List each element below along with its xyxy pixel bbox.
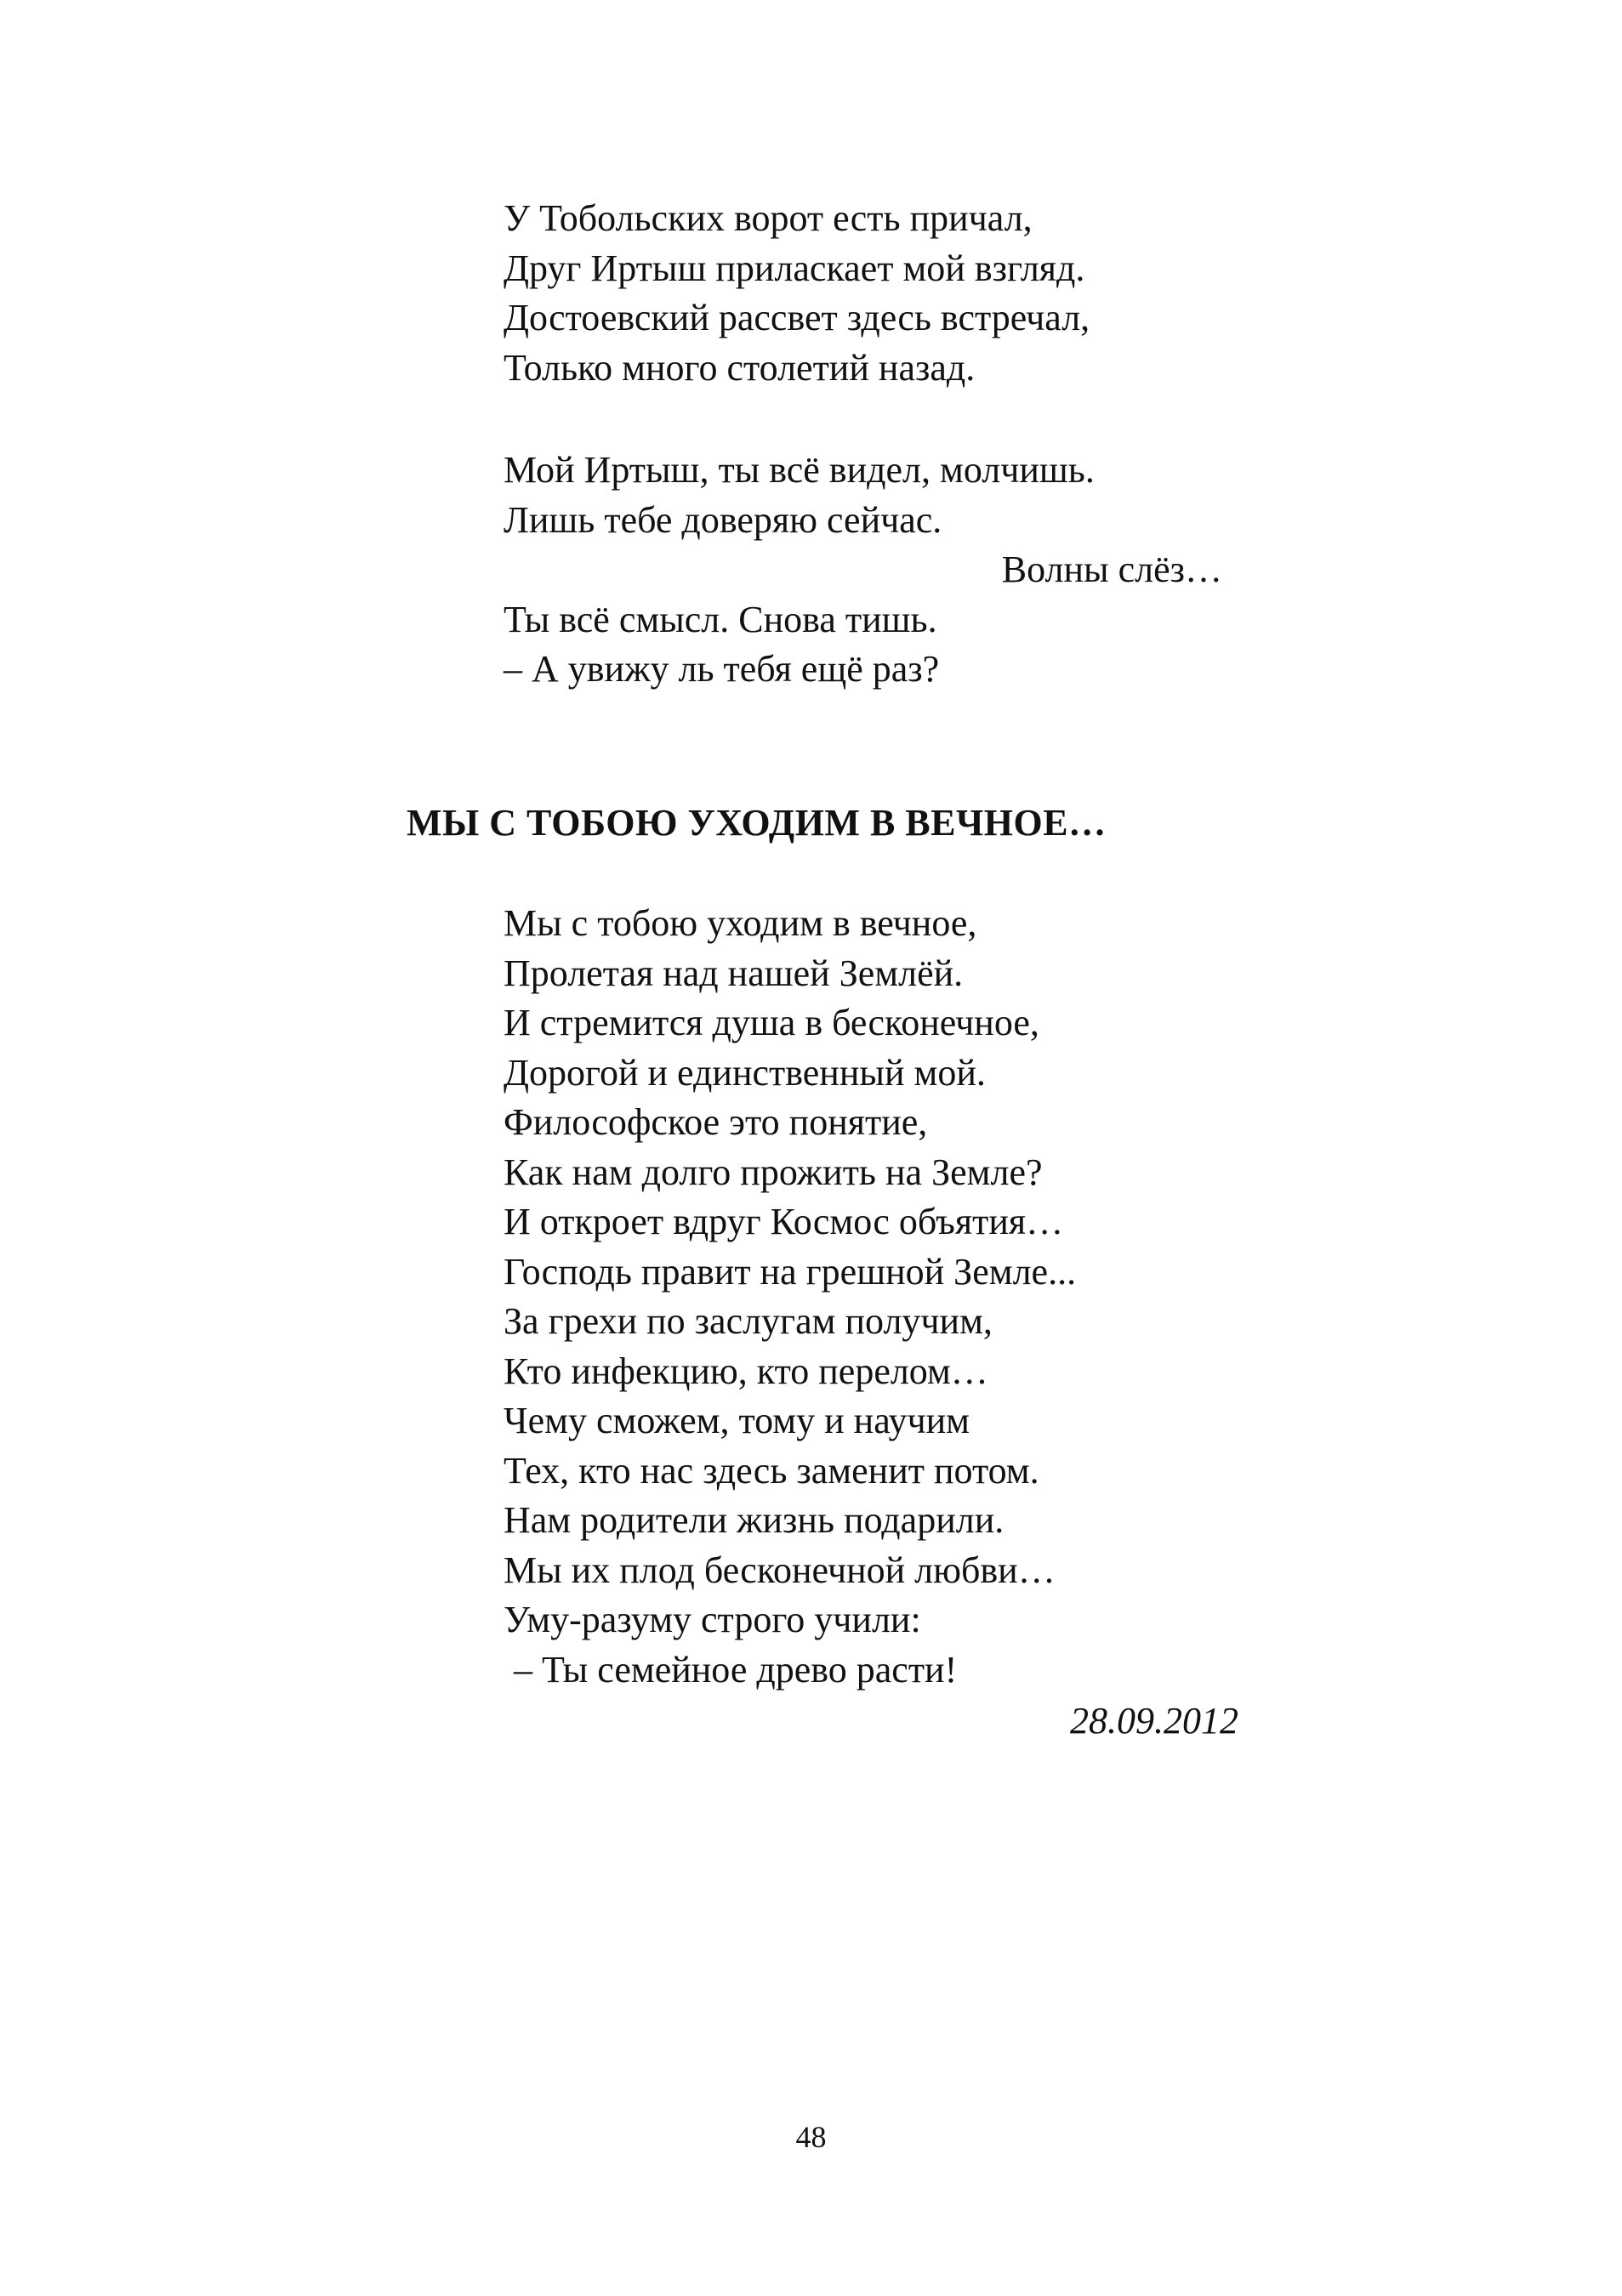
poem-line: Чему сможем, тому и научим (504, 1400, 970, 1441)
poem-stanza-1 (504, 194, 1252, 393)
poem-line: Мы их плод бесконечной любви… (504, 1549, 1056, 1591)
poem-line: – Ты семейное древо расти! (514, 1648, 958, 1691)
poem-line: Нам родители жизнь подарили. (504, 1499, 1005, 1541)
poem-line: – А увижу ль тебя ещё раз? (504, 648, 940, 690)
poem-line: За грехи по заслугам получим, (504, 1300, 993, 1342)
poem-line: Философское это понятие, (504, 1101, 928, 1143)
poem-line: Господь правит на грешной Земле... (504, 1250, 1077, 1293)
poem-line: И откроет вдруг Космос объятия… (504, 1201, 1064, 1242)
poem-line: И стремится душа в бесконечное, (504, 1002, 1039, 1043)
poem-stanza-2 (504, 446, 1252, 695)
poem-line: Пролетая над нашей Землёй. (504, 952, 964, 994)
poem-line: Дорогой и единственный мой. (504, 1051, 986, 1094)
poem-line: У Тобольских ворот есть причал, (504, 197, 1033, 239)
poem-line: Уму-разуму строго учили: (504, 1599, 921, 1640)
poem-date: 28.09.2012 (1070, 1700, 1238, 1742)
page-number: 48 (795, 2120, 827, 2154)
poem-line: Как нам долго прожить на Земле? (504, 1151, 1043, 1193)
poem-line: Только много столетий назад. (504, 346, 976, 389)
poem-line: Ты всё смысл. Снова тишь. (504, 598, 937, 640)
poem-line: Мой Иртыш, ты всё видел, молчишь. (504, 449, 1095, 491)
poem-line-right-aligned: Волны слёз… (1001, 548, 1222, 590)
poem-line: Кто инфекцию, кто перелом… (504, 1350, 988, 1392)
poem-line: Лишь тебе доверяю сейчас. (504, 498, 942, 541)
poem-title: МЫ С ТОБОЮ УХОДИМ В ВЕЧНОЕ… (407, 802, 1107, 844)
poem-line: Мы с тобою уходим в вечное, (504, 902, 977, 944)
poem-body (504, 899, 1252, 1695)
poem-line: Друг Иртыш приласкает мой взгляд. (504, 247, 1085, 289)
poem-line: Достоевский рассвет здесь встречал, (504, 297, 1090, 338)
poem-line: Тех, кто нас здесь заменит потом. (504, 1449, 1039, 1492)
